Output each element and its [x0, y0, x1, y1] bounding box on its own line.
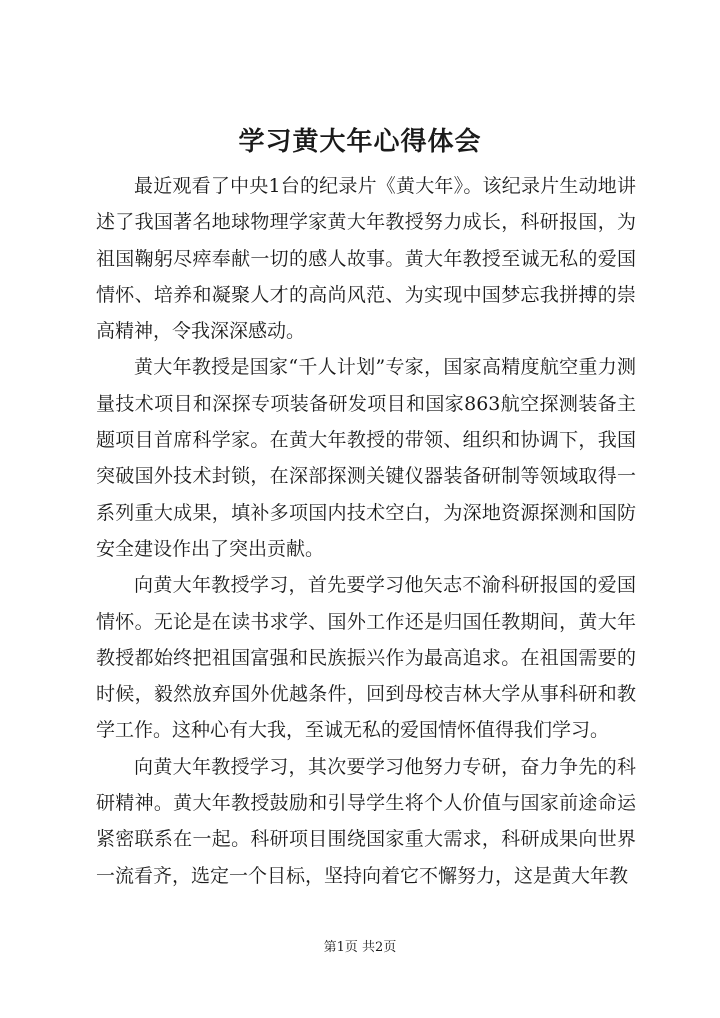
paragraph-2: 黄大年教授是国家“千人计划”专家，国家高精度航空重力测量技术项目和深探专项装备研发项目和国家863航空探测装备主题项目首席科学家。在黄大年教授的带领、组织和协调下，我国突破国外技术封锁，在深部探测关键仪器装备研制等领域取得一系列重大成果，填补多项国内技术空白，为深地资源探测和国防安全建设作出了突出贡献。: [96, 356, 636, 560]
paragraph-1: 最近观看了中央1台的纪录片《黄大年》。该纪录片生动地讲述了我国著名地球物理学家黄大年教授努力成长，科研报国，为祖国鞠躬尽瘁奉献一切的感人故事。黄大年教授至诚无私的爱国情怀、培养和凝聚人才的高尚风范、为实现中国梦忘我拼搏的崇高精神，令我深深感动。: [96, 175, 636, 343]
paragraph-3: 向黄大年教授学习，首先要学习他矢志不渝科研报国的爱国情怀。无论是在读书求学、国外工作还是归国任教期间，黄大年教授都始终把祖国富强和民族振兴作为最高追求。在祖国需要的时候，毅然放弃国外优越条件，回到母校吉林大学从事科研和教学工作。这种心有大我，至诚无私的爱国情怀值得我们学习。: [96, 574, 636, 742]
paragraph-4: 向黄大年教授学习，其次要学习他努力专研，奋力争先的科研精神。黄大年教授鼓励和引导学生将个人价值与国家前途命运紧密联系在一起。科研项目围绕国家重大需求，科研成果向世界一流看齐，选定一个目标，坚持向着它不懈努力，这是黄大年教: [96, 755, 636, 887]
document-title: 学习黄大年心得体会: [238, 127, 482, 157]
document-body: [96, 168, 636, 894]
page-footer: 第1页 共2页: [323, 940, 397, 955]
